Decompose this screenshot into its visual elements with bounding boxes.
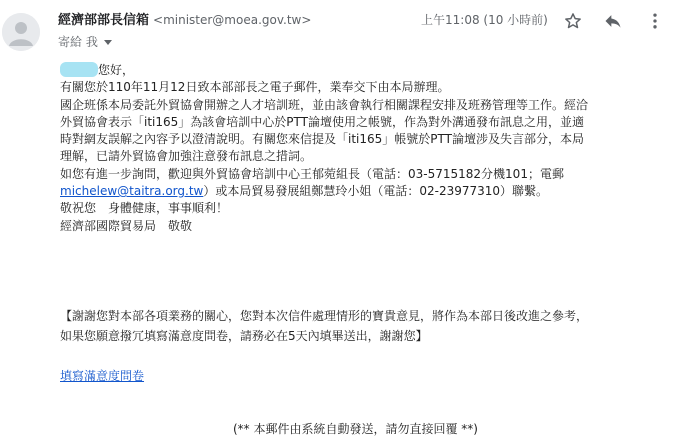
recipient-details[interactable]	[58, 33, 112, 50]
greeting-text: 您好，	[98, 63, 135, 77]
more-vertical-icon	[645, 11, 665, 31]
redacted-name	[60, 62, 98, 77]
body-line: 有關您於110年11月12日致本部部長之電子郵件，業奉交下由本局辦理。	[60, 80, 450, 95]
closing-greeting: 敬祝您 身體健康，事事順利！	[60, 201, 229, 216]
reply-button[interactable]	[600, 8, 626, 34]
message-body	[60, 62, 640, 235]
contact-line	[60, 183, 640, 200]
closing-signature: 經濟部國際貿易局 敬敬	[60, 218, 193, 233]
sender-email: <minister@moea.gov.tw>	[153, 13, 312, 27]
star-button[interactable]	[560, 8, 586, 34]
person-avatar-icon	[2, 13, 40, 51]
body-line: 時對網友誤解之內容予以澄清說明。有關您來信提及「iti165」帳號於PTT論壇涉及失言部分，本局	[60, 132, 584, 147]
reply-arrow-icon	[603, 11, 623, 31]
body-line: 外貿協會表示「iti165」為該會培訓中心於PTT論壇使用之帳號，作為對外溝通發布訊息之用，並適	[60, 114, 584, 129]
chevron-down-icon[interactable]	[104, 40, 112, 45]
notice-line: 如果您願意撥冗填寫滿意度問卷，請務必在5天內填畢送出，謝謝您】	[60, 329, 428, 343]
satisfaction-notice	[60, 306, 588, 346]
sender-line	[58, 9, 311, 29]
recipient-label: 寄給 我	[58, 35, 98, 49]
sender-name[interactable]: 經濟部部長信箱	[58, 13, 150, 28]
body-line: 國企班係本局委託外貿協會開辦之人才培訓班，並由該會執行相關課程安排及班務管理等工作。經洽	[60, 97, 589, 112]
body-line: 如您有進一步詢問，歡迎與外貿協會培訓中心王郁菀組長（電話：03-5715182分機101；電郵	[60, 166, 564, 181]
notice-line: 【謝謝您對本部各項業務的關心，您對本次信件處理情形的寶貴意見，將作為本部日後改進之參考，	[60, 309, 589, 323]
body-line: 理解，已請外貿協會加強注意發布訊息之措詞。	[60, 149, 313, 164]
survey-link[interactable]: 填寫滿意度問卷	[60, 369, 145, 383]
greeting-line	[60, 62, 640, 79]
contact-suffix: ）或本局貿易發展組鄭慧玲小姐（電話：02-23977310）聯繫。	[203, 184, 549, 199]
message-timestamp: 上午11:08 (10 小時前)	[421, 13, 548, 27]
more-options-button[interactable]	[642, 8, 668, 34]
auto-send-footer: (** 本郵件由系統自動發送，請勿直接回覆 **)	[233, 422, 478, 436]
contact-email-link[interactable]: michelew@taitra.org.tw	[60, 184, 204, 199]
sender-avatar[interactable]	[2, 13, 40, 51]
star-outline-icon	[563, 11, 583, 31]
